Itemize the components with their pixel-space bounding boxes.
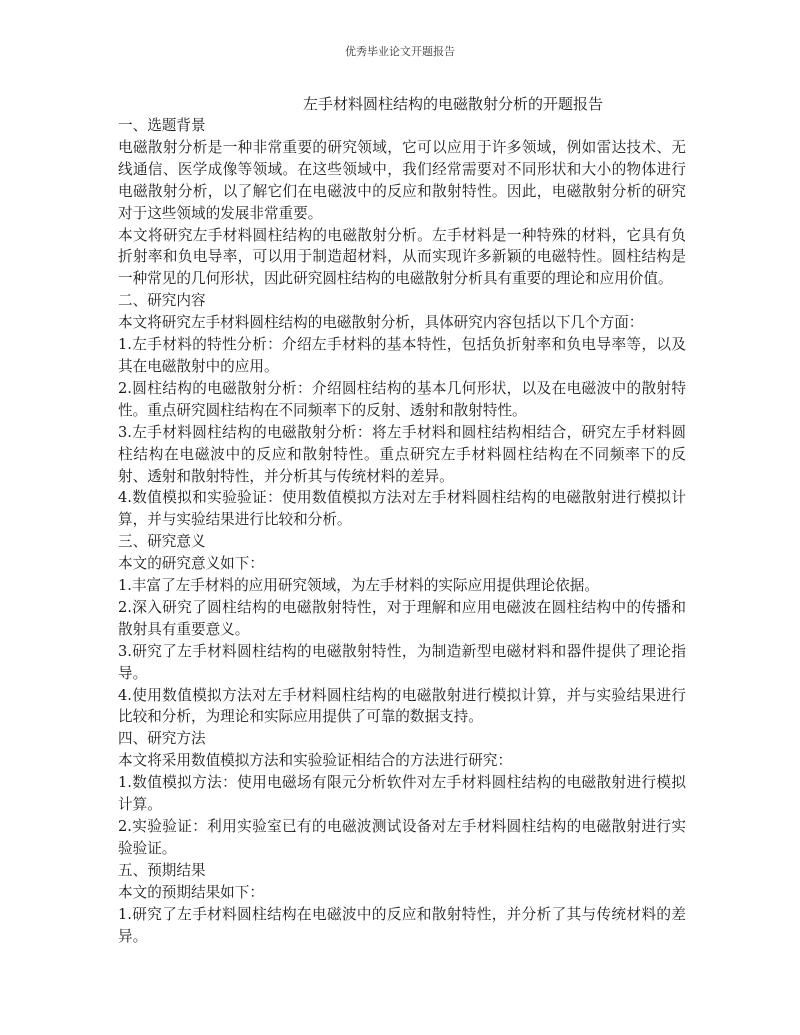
list-item: 4.使用数值模拟方法对左手材料圆柱结构的电磁散射进行模拟计算，并与实验结果进行比较和分析，为理论和实际应用提供了可靠的数据支持。 xyxy=(118,686,686,726)
paragraph: 电磁散射分析是一种非常重要的研究领域，它可以应用于许多领域，例如雷达技术、无线通信、医学成像等领域。在这些领域中，我们经常需要对不同形状和大小的物体进行电磁散射分析，以了解它们在电磁波中的反应和散射特性。因此，电磁散射分析的研究对于这些领域的发展非常重要。 xyxy=(118,138,686,222)
running-header: 优秀毕业论文开题报告 xyxy=(345,45,455,58)
section-heading: 一、选题背景 xyxy=(118,117,206,134)
list-item: 1.丰富了左手材料的应用研究领域，为左手材料的实际应用提供理论依据。 xyxy=(118,577,599,595)
section-heading: 三、研究意义 xyxy=(118,533,206,551)
list-item: 4.数值模拟和实验验证：使用数值模拟方法对左手材料圆柱结构的电磁散射进行模拟计算，并与实验结果进行比较和分析。 xyxy=(118,489,686,529)
list-item: 1.左手材料的特性分析：介绍左手材料的基本特性，包括负折射率和负电导率等，以及其在电磁散射中的应用。 xyxy=(118,336,686,375)
list-item: 1.研究了左手材料圆柱结构在电磁波中的反应和散射特性，并分析了其与传统材料的差异。 xyxy=(118,905,686,945)
paragraph: 本文将研究左手材料圆柱结构的电磁散射分析，具体研究内容包括以下几个方面： xyxy=(118,314,644,332)
section-heading: 五、预期结果 xyxy=(118,861,206,879)
paragraph: 本文将研究左手材料圆柱结构的电磁散射分析。左手材料是一种特殊的材料，它具有负折射率和负电导率，可以用于制造超材料，从而实现许多新颖的电磁特性。圆柱结构是一种常见的几何形状，因此研究圆柱结构的电磁散射分析具有重要的理论和应用价值。 xyxy=(118,226,686,288)
list-item: 3.研究了左手材料圆柱结构的电磁散射特性，为制造新型电磁材料和器件提供了理论指导。 xyxy=(118,642,686,682)
paragraph: 本文将采用数值模拟方法和实验验证相结合的方法进行研究： xyxy=(118,752,513,770)
section-heading: 二、研究内容 xyxy=(118,292,206,310)
list-item: 2.实验验证：利用实验室已有的电磁波测试设备对左手材料圆柱结构的电磁散射进行实验验证。 xyxy=(118,818,686,857)
list-item: 3.左手材料圆柱结构的电磁散射分析：将左手材料和圆柱结构相结合，研究左手材料圆柱结构在电磁波中的反应和散射特性。重点研究左手材料圆柱结构在不同频率下的反射、透射和散射特性，并分析其与传统材料的差异。 xyxy=(118,423,686,485)
list-item: 2.圆柱结构的电磁散射分析：介绍圆柱结构的基本几何形状，以及在电磁波中的散射特性。重点研究圆柱结构在不同频率下的反射、透射和散射特性。 xyxy=(118,379,686,419)
paragraph: 本文的预期结果如下： xyxy=(118,883,264,901)
list-item: 2.深入研究了圆柱结构的电磁散射特性，对于理解和应用电磁波在圆柱结构中的传播和散射具有重要意义。 xyxy=(118,598,686,638)
document-body xyxy=(118,115,686,947)
section-heading: 四、研究方法 xyxy=(118,730,206,748)
list-item: 1.数值模拟方法：使用电磁场有限元分析软件对左手材料圆柱结构的电磁散射进行模拟计算。 xyxy=(118,774,686,814)
paragraph: 本文的研究意义如下： xyxy=(118,555,264,573)
document-title: 左手材料圆柱结构的电磁散射分析的开题报告 xyxy=(303,95,604,113)
